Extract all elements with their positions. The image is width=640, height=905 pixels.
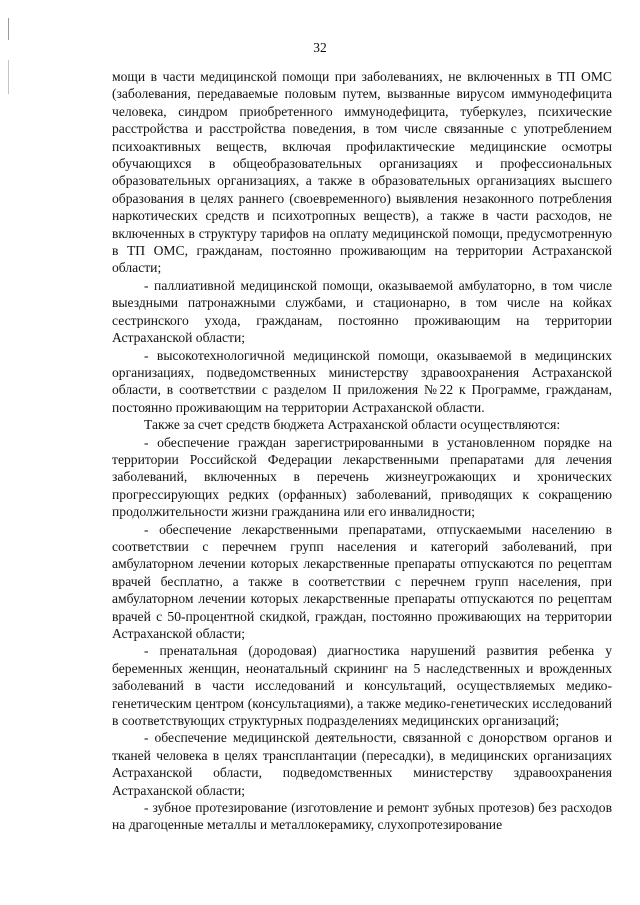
paragraph-palliative-care: - паллиативной медицинской помощи, оказываемой амбулаторно, в том числе выездными патронажными службами, и стационарно, в том числе на койках сестринского ухода, гражданам, постоянно проживающим на территории Астраханской области; xyxy=(112,277,612,346)
document-body xyxy=(112,68,612,834)
paragraph-continuation: мощи в части медицинской помощи при заболеваниях, не включенных в ТП ОМС (заболевания, передаваемые половым путем, вызванные вирусом иммунодефицита человека, синдром приобретенного иммунодефицита, туберкулез, психические расстройства и расстройства поведения, в том числе связанные с употреблением психоактивных веществ, включая профилактические медицинские осмотры обучающихся в общеобразовательных организациях и профессиональных образовательных организациях, а также в образовательных организациях высшего образования в целях раннего (своевременного) выявления незаконного потребления наркотических средств и психотропных веществ), а также в части расходов, не включенных в структуру тарифов на оплату медицинской помощи, предусмотренную в ТП ОМС, гражданам, постоянно проживающим на территории Астраханской области; xyxy=(112,69,612,276)
paragraph-organ-donation: - обеспечение медицинской деятельности, связанной с донорством органов и тканей человека в целях трансплантации (пересадки), в медицинских организациях Астраханской области, подведомственных министерству здравоохранения Астраханской области; xyxy=(112,730,612,798)
paragraph-drug-provision: - обеспечение лекарственными препаратами, отпускаемыми населению в соответствии с перечнем групп населения и категорий заболеваний, при амбулаторном лечении которых лекарственные препараты отпускаются по рецептам врачей бесплатно, а также в соответствии с перечнем групп населения, при амбулаторном лечении которых лекарственные препараты отпускаются по рецептам врачей с 50-процентной скидкой, граждан, постоянно проживающих на территории Астраханской области; xyxy=(112,521,612,641)
margin-line-top xyxy=(8,18,9,40)
paragraph-prenatal-diagnostics: - пренатальная (дородовая) диагностика нарушений развития ребенка у беременных женщин, неонатальный скрининг на 5 наследственных и врожденных заболеваний в части исследований и консультаций, осуществляемых медико-генетическим центром (консультациями), а также медико-генетических исследований в соответствующих структурных подразделениях медицинских организаций; xyxy=(112,643,612,729)
paragraph-dental-prosthetics: - зубное протезирование (изготовление и ремонт зубных протезов) без расходов на драгоценные металлы и металлокерамику, слухопротезирование xyxy=(112,800,612,833)
page-number: 32 xyxy=(313,40,327,55)
paragraph-budget-intro: Также за счет средств бюджета Астраханской области осуществляются: xyxy=(144,417,561,433)
margin-line-middle xyxy=(8,60,9,94)
paragraph-high-tech-care: - высокотехнологичной медицинской помощи, оказываемой в медицинских организациях, подведомственных министерству здравоохранения Астраханской области, в соответствии с разделом II приложения №22 к Программе, гражданам, постоянно проживающим на территории Астраханской области. xyxy=(112,347,612,415)
paragraph-orphan-drugs: - обеспечение граждан зарегистрированными в установленном порядке на территории Российской Федерации лекарственными препаратами для лечения заболеваний, включенных в перечень жизнеугрожающих и хронических прогрессирующих редких (орфанных) заболеваний, приводящих к сокращению продолжительности жизни гражданина или его инвалидности; xyxy=(112,434,612,520)
